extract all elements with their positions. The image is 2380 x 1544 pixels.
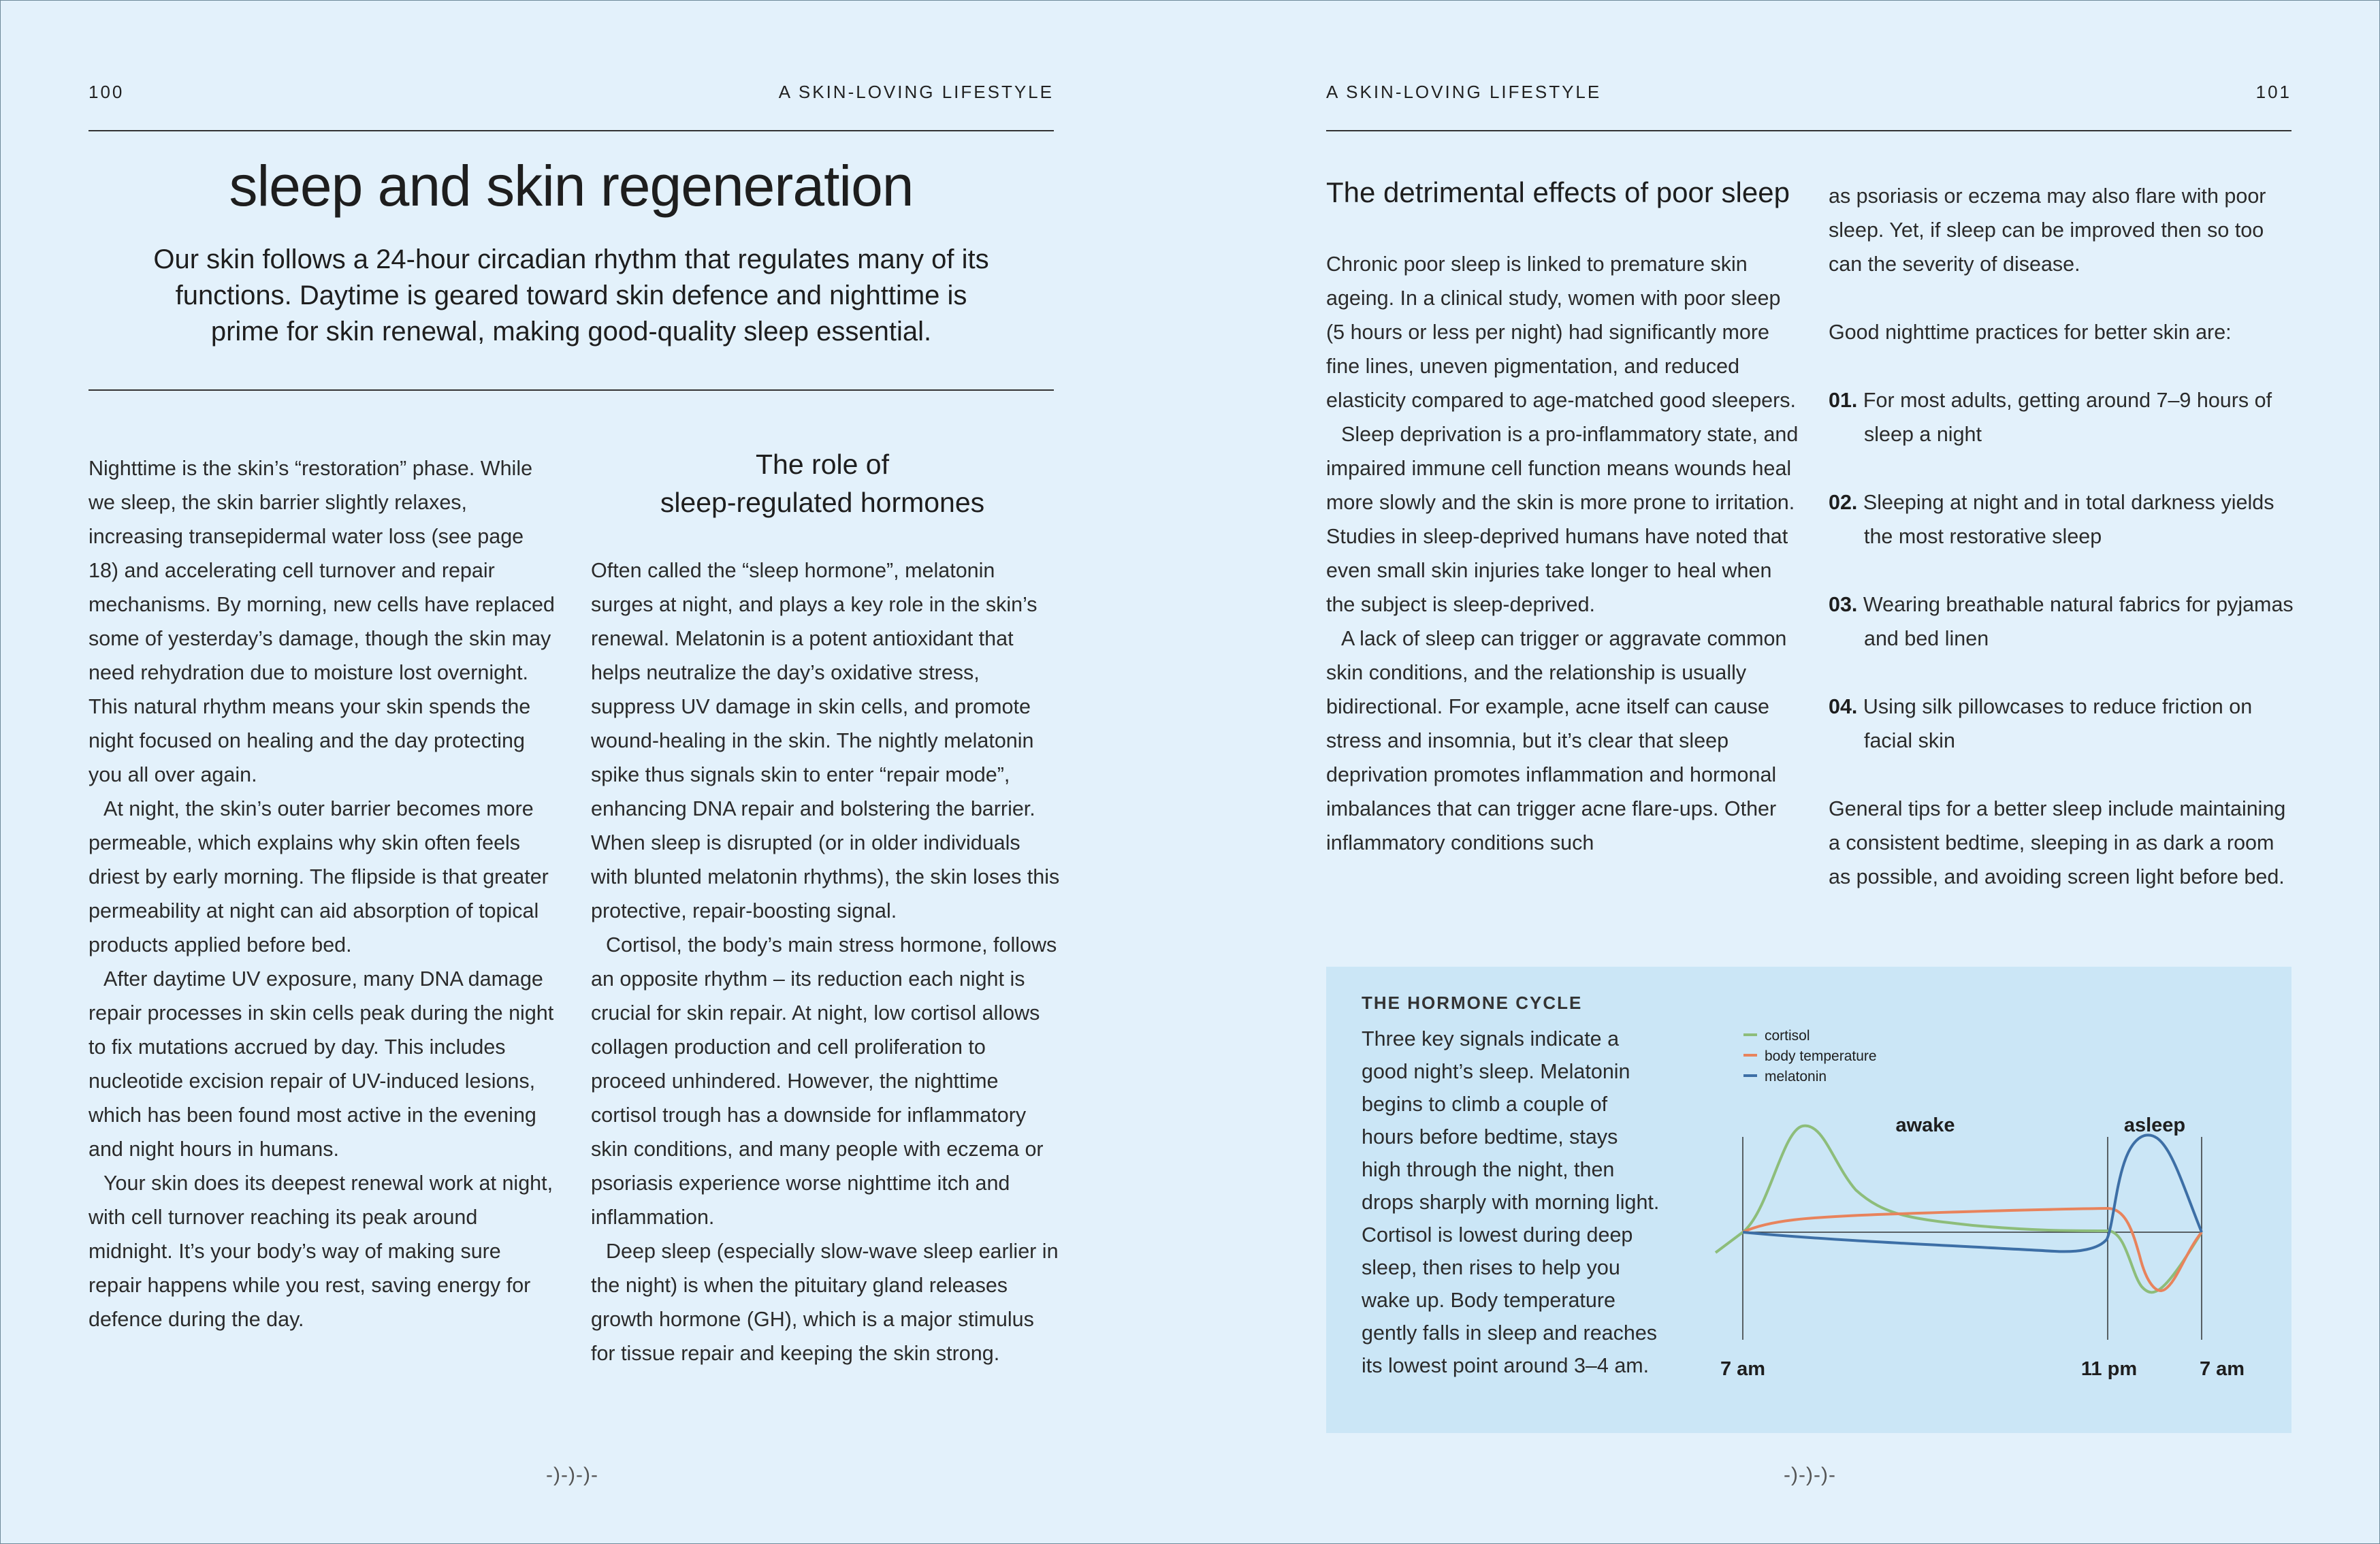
practice-item [1829,383,2298,451]
x-tick-label: 11 pm [2080,1358,2138,1380]
legend-label: cortisol [1765,1028,1810,1044]
x-tick-label: 7 am [1720,1358,1766,1380]
running-head-right: A SKIN-LOVING LIFESTYLE [1326,82,1602,102]
paragraph: Sleep deprivation is a pro-inflammatory state, and impaired immune cell function means wounds heal more slowly and the skin is more prone to irritation. Studies in sleep-deprived humans have noted that even small skin injuries take longer to heal when the subject is sleep-deprived. [1326,423,1799,616]
left-column-2 [591,553,1061,1370]
poor-sleep-heading: The detrimental effects of poor sleep [1326,176,1790,208]
practice-number: 01. [1829,389,1858,412]
page-title: sleep and skin regeneration [229,154,914,218]
paragraph: as psoriasis or eczema may also flare with poor sleep. Yet, if sleep can be improved then so too can the severity of disease. [1829,184,2266,276]
practice-item [1829,588,2298,656]
box-text: Three key signals indicate a good night’s sleep. Melatonin begins to climb a couple of hours before bedtime, stays high through the night, then drops sharply with morning light. Cortisol is lowest during deep sleep, then rises to help you wake up. Body temperature gently falls in sleep and reaches its lowest point around 3–4 am. [1362,1027,1660,1377]
legend-label: melatonin [1765,1069,1827,1084]
practice-text: Using silk pillowcases to reduce friction on facial skin [1863,695,2253,752]
practice-text: For most adults, getting around 7–9 hours of sleep a night [1863,389,2272,446]
hormones-heading [591,445,1054,521]
chart-legend [1743,1028,1877,1084]
intro-paragraph: Our skin follows a 24-hour circadian rhythm that regulates many of its functions. Daytime is geared toward skin defence and nighttime is prime for skin renewal, making good-quality sleep essential. [153,244,989,347]
paragraph: After daytime UV exposure, many DNA damage repair processes in skin cells peak during the night to fix mutations accrued by day. This includes nucleotide excision repair of UV-induced lesions, which has been found most active in the evening and night hours in humans. [89,967,554,1161]
period-label-asleep: asleep [2123,1114,2186,1136]
header-rule-right [1326,130,2291,131]
paragraph: Often called the “sleep hormone”, melatonin surges at night, and plays a key role in the skin’s renewal. Melatonin is a potent antioxidant that helps neutralize the day’s oxidative stress, suppress UV damage in skin cells, and promote wound-healing in the skin. The nightly melatonin spike thus signals skin to enter “repair mode”, enhancing DNA repair and bolstering the barrier. When sleep is disrupted (or in older individuals with blunted melatonin rhythms), the skin loses this protective, repair-boosting signal. [591,559,1060,922]
period-label-awake: awake [1895,1114,1955,1136]
hormone-cycle-box [1326,967,2291,1433]
practice-number: 02. [1829,491,1858,514]
list-intro: Good nighttime practices for better skin are: [1829,321,2232,344]
paragraph: Deep sleep (especially slow-wave sleep earlier in the night) is when the pituitary gland releases growth hormone (GH), which is a major stimulus for tissue repair and keeping the skin strong. [591,1240,1059,1365]
page-number-right: 101 [2255,82,2291,102]
legend-label: body temperature [1765,1048,1877,1064]
practice-number: 03. [1829,593,1858,616]
paragraph: A lack of sleep can trigger or aggravate common skin conditions, and the relationship is usually bidirectional. For example, acne itself can cause stress and insomnia, but it’s clear that sleep deprivation promotes inflammation and hormonal imbalances that can trigger acne flare-ups. Other inflammatory conditions such [1326,627,1787,854]
hormones-heading-line2: sleep-regulated hormones [660,487,985,518]
paragraph: Chronic poor sleep is linked to premature skin ageing. In a clinical study, women with poor sleep (5 hours or less per night) had significantly more fine lines, uneven pigmentation, and reduced elasticity compared to age-matched good sleepers. [1326,253,1797,412]
practice-number: 04. [1829,695,1858,718]
hormones-heading-line1: The role of [756,449,889,480]
practice-text: Wearing breathable natural fabrics for pyjamas and bed linen [1863,593,2294,650]
tips-paragraph: General tips for a better sleep include maintaining a consistent bedtime, sleeping in as dark a room as possible, and avoiding screen light before bed. [1829,797,2286,888]
ornament-right: -)-)-)- [1784,1464,1836,1486]
paragraph: Nighttime is the skin’s “restoration” phase. While we sleep, the skin barrier slightly relaxes, increasing transepidermal water loss (see page 18) and accelerating cell turnover and repair mechanisms. By morning, new cells have replaced some of yesterday’s damage, though the skin may need rehydration due to moisture lost overnight. This natural rhythm means your skin spends the night focused on healing and the day protecting you all over again. [89,457,555,786]
practice-item [1829,485,2298,553]
paragraph: Cortisol, the body’s main stress hormone, follows an opposite rhythm – its reduction each night is crucial for skin repair. At night, low cortisol allows collagen production and cell proliferation to proceed unhindered. However, the nighttime cortisol trough has a downside for inflammatory skin conditions, and many people with eczema or psoriasis experience worse nighttime itch and inflammation. [591,933,1057,1229]
paragraph: Your skin does its deepest renewal work at night, with cell turnover reaching its peak around midnight. It’s your body’s way of making sure repair happens while you rest, saving energy for defence during the day. [89,1172,553,1331]
ornament-left: -)-)-)- [546,1464,598,1486]
x-tick-label: 7 am [2199,1358,2245,1380]
right-column-2 [1829,179,2298,894]
practice-text: Sleeping at night and in total darkness yields the most restorative sleep [1863,491,2274,548]
practice-item [1829,690,2298,758]
hormone-chart [1673,1014,2286,1423]
left-column-1 [89,451,558,1336]
series-line-body-temperature [1743,1208,2202,1291]
page-number-left: 100 [89,82,125,102]
running-head-left: A SKIN-LOVING LIFESTYLE [778,82,1054,102]
box-title: THE HORMONE CYCLE [1362,993,1583,1013]
intro-rule [89,389,1054,391]
header-rule-left [89,130,1054,131]
paragraph: At night, the skin’s outer barrier becomes more permeable, which explains why skin often feels driest by early morning. The flipside is that greater permeability at night can aid absorption of topical products applied before bed. [89,797,549,956]
right-column-1 [1326,247,1803,860]
